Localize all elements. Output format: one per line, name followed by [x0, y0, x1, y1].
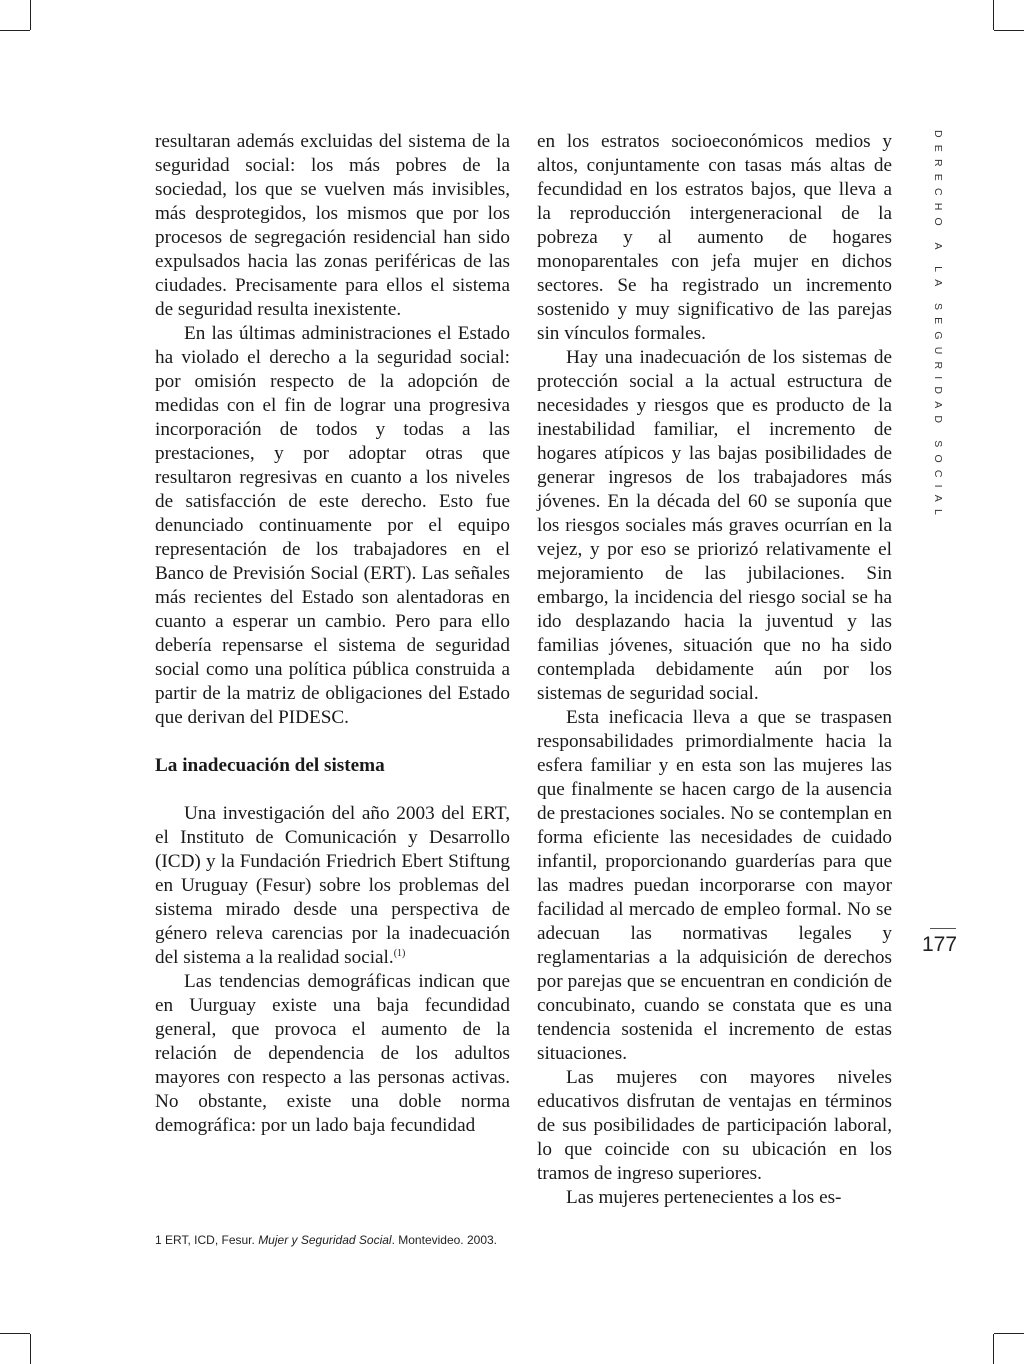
- crop-mark: [994, 30, 1024, 31]
- paragraph: Las mujeres con mayores niveles educativos disfrutan de ventajas en términos de sus posibilidades de participación laboral, lo que coincide con su ubicación en los tramos de ingreso superiores.: [537, 1067, 892, 1184]
- paragraph: Las tendencias demográficas indican que en Uurguay existe una baja fecundidad general, que provoca el aumento de la relación de dependencia de los adultos mayores con respecto a las personas activas. No obstante, existe una doble norma demográfica: por un lado baja fecundidad: [155, 971, 510, 1136]
- paragraph: en los estratos socioeconómicos medios y altos, conjuntamente con tasas más altas de fecundidad en los estratos bajos, que lleva a la reproducción intergeneracional de la pobreza y al aumento de hogares monoparentales con jefa mujer en dichos sectores. Se ha registrado un incremento sostenido y muy significativo de las parejas sin vínculos formales.: [537, 131, 892, 344]
- footnote: [155, 1233, 497, 1247]
- paragraph: Las mujeres pertenecientes a los es-: [566, 1187, 842, 1208]
- crop-mark: [993, 1334, 994, 1364]
- crop-mark: [993, 0, 994, 30]
- crop-mark: [994, 1333, 1024, 1334]
- footnote-marker: 1: [155, 1233, 162, 1247]
- page-number: 177: [922, 933, 958, 956]
- running-head: [924, 130, 964, 523]
- footnote-rest: . Montevideo. 2003.: [391, 1233, 497, 1247]
- page-number-rule: [930, 928, 956, 929]
- paragraph: Esta ineficacia lleva a que se traspasen responsabilidades primordialmente hacia la esfera familiar y en esta son las mujeres las que finalmente se hacen cargo de la ausencia de prestaciones sociales. No se contemplan en forma eficiente las necesidades de cuidado infantil, proporcionando guarderías para que las madres puedan incorporarse con mayor facilidad al mercado de empleo formal. No se adecuan las normativas legales y reglamentarias a la adquisición de derechos por parejas que se encuentran en condición de concubinato, cuando se constata que es una tendencia sostenida el incremento de estas situaciones.: [537, 707, 892, 1064]
- footnote-reference[interactable]: (1): [393, 948, 406, 959]
- left-text-column: [155, 130, 510, 1138]
- crop-mark: [30, 0, 31, 30]
- crop-mark: [0, 1333, 30, 1334]
- paragraph: En las últimas administraciones el Estado ha violado el derecho a la seguridad social: por omisión respecto de la adopción de medidas con el fin de lograr una progresiva incorporación de todos y todas a las prestaciones, y por adoptar otras que resultaron regresivas en cuanto a los niveles de satisfacción de este derecho. Esto fue denunciado continuamente por el equipo representación de los trabajadores en el Banco de Previsión Social (ERT). Las señales más recientes del Estado son alentadoras en cuanto a esperar un cambio. Pero para ello debería repensarse el sistema de seguridad social como una política pública construida a partir de la matriz de obligaciones del Estado que derivan del PIDESC.: [155, 323, 510, 728]
- crop-mark: [0, 30, 30, 31]
- running-head-text: DERECHO A LA SEGURIDAD SOCIAL: [932, 130, 944, 523]
- right-text-column: [537, 130, 892, 1210]
- crop-mark: [30, 1334, 31, 1364]
- paragraph: resultaran además excluidas del sistema de la seguridad social: los más pobres de la sociedad, los que se vuelven más invisibles, más desprotegidos, los mismos que por los procesos de segregación residencial han sido expulsados hacia las zonas periféricas de las ciudades. Precisamente para ellos el sistema de seguridad resulta inexistente.: [155, 131, 510, 320]
- paragraph: Hay una inadecuación de los sistemas de protección social a la actual estructura de necesidades y riesgos que es producto de la inestabilidad familiar, el incremento de hogares atípicos y las bajas posibilidades de generar ingresos de los trabajadores más jóvenes. En la década del 60 se suponía que los riesgos sociales más graves ocurrían en la vejez, y por eso se priorizó relativamente el mejoramiento de las jubilaciones. Sin embargo, la incidencia del riesgo social se ha ido desplazando hacia la juventud y las familias jóvenes, situación que no ha sido contemplada debidamente aún por los sistemas de seguridad social.: [537, 347, 892, 704]
- section-heading: La inadecuación del sistema: [155, 755, 385, 776]
- paragraph: Una investigación del año 2003 del ERT, el Instituto de Comunicación y Desarrollo (ICD) y la Fundación Friedrich Ebert Stiftung en Uruguay (Fesur) sobre los problemas del sistema mirado desde una perspectiva de género releva carencias por la inadecuación del sistema a la realidad social.$^{(1)}$: [155, 803, 510, 968]
- footnote-authors: ERT, ICD, Fesur.: [165, 1233, 255, 1247]
- footnote-title: Mujer y Seguridad Social: [258, 1233, 392, 1247]
